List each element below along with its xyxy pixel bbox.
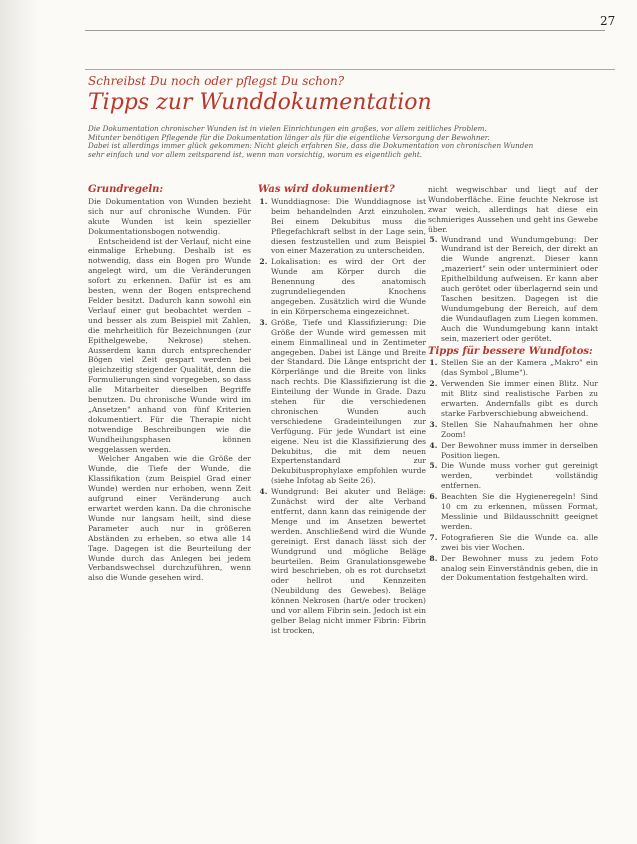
section-heading-grundregeln: Grundregeln:: [88, 184, 164, 195]
article-title: Tipps zur Wunddokumentation: [88, 90, 432, 115]
list-item: 7. Fotografieren Sie die Wunde ca. alle zwei bis vier Wochen.: [440, 533, 598, 553]
column-wundfotos: [428, 185, 598, 584]
intro-line: sehr einfach und vor allem zeitsparend ist, wenn man vorsichtig, worum es eigentlich geht.: [88, 149, 423, 159]
list-item: 3. Größe, Tiefe und Klassifizierung: Die Größe der Wunde wird gemessen mit einem Einmallineal und in Zentimeter angegeben. Dabei ist Länge und Breite der Standard. Die Länge entspricht der Körperlänge und die Breite von links nach rechts. Die Klassifizierung ist die Einteilung der Wunde in Grade. Dazu stehen für die verschiedenen chronischen Wunden auch verschiedene Gradeinteilungen zur Verfügung. Für jede Wundart ist eine eigene. Neu ist die Klassifizierung des Dekubitus, die mit dem neuen Expertenstandard zur Dekubitusprophylaxe empfohlen wurde (siehe Infotag ab Seite 26).: [270, 318, 426, 486]
photo-tips-list: [428, 358, 598, 583]
list-item: 4. Der Bewohner muss immer in derselben Position liegen.: [440, 441, 598, 461]
paragraph: Welcher Angaben wie die Größe der Wunde, die Tiefe der Wunde, die Klassifikation (zum Beispiel Grad einer Wunde) werden nur erhoben, wenn Zeit aufgrund einer Veränderung auch erwartet werden kann. Da die chronische Wunde nur langsam heilt, sind diese Parameter auch nur in größeren Abständen zu erheben, so etwa alle 14 Tage. Dagegen ist die Beurteilung der Wunde durch das Anlegen bei jedem Verbandswechsel durchzuführen, wenn also die Wunde gesehen wird.: [88, 454, 251, 583]
list-item: 2. Lokalisation: es wird der Ort der Wunde am Körper durch die Benennung des anatomisch zugrundeliegenden Knochens angegeben. Zusätzlich wird die Wunde in ein Körperschema eingezeichnet.: [270, 257, 426, 316]
list-item: 6. Beachten Sie die Hygieneregeln! Sind 10 cm zu erkennen, müssen Format, Messlinie und Bildausschnitt geeignet werden.: [440, 492, 598, 532]
list-item: 2. Verwenden Sie immer einen Blitz. Nur mit Blitz sind realistische Farben zu erwarten. Andernfalls gibt es durch starke Farbverschiebung abweichend.: [440, 379, 598, 419]
kicker: Schreibst Du noch oder pflegst Du schon?: [88, 74, 345, 88]
page-number: 27: [600, 14, 616, 28]
list-item: 4. Wundgrund: Bei akuter und Beläge: Zunächst wird der alte Verband entfernt, dann kann das reinigende der Menge und im Ansetzen bewertet werden. Anschließend wird die Wunde gereinigt. Erst danach lässt sich der Wundgrund und mögliche Beläge beurteilen. Beim Granulationsgewebe wird beschrieben, ob es rot durchsetzt oder hellrot und Kennzeiten (Neubildung des Gewebes). Beläge können Nekrosen (hart/e oder trocken) und vor allem Fibrin sein. Jedoch ist ein gelber Belag nicht immer Fibrin: Fibrin ist trocken,: [270, 487, 426, 636]
documentation-list: [258, 197, 426, 636]
list-item: 1. Stellen Sie an der Kamera „Makro" ein (das Symbol „Blume").: [440, 358, 598, 378]
intro-line: Dabei ist allerdings immer glück gekommen: Nicht gleich erfahren Sie, dass die Dokumentation von chronischen Wunden: [88, 141, 534, 151]
page-spine-shadow: [0, 0, 38, 844]
section-heading-wundfotos: Tipps für bessere Wundfotos:: [428, 345, 593, 357]
intro-text: [88, 125, 618, 159]
list-item: 3. Stellen Sie Nahaufnahmen her ohne Zoom!: [440, 420, 598, 440]
paragraph: Entscheidend ist der Verlauf, nicht eine einmalige Erhebung. Deshalb ist es notwendig, dass ein Bogen pro Wunde angelegt wird, um die Veränderungen sofort zu erkennen. Dafür ist es am besten, wenn der Bogen entsprechend Felder besitzt. Dadurch kann sowohl ein Verlauf einer gut beobachtet werden – und besser als zum Beispiel mit Zahlen, die mehrheitlich für Bezeichnungen (zur Epithelgewebe, Nekrose) stehen. Ausserdem kann durch entsprechender Bögen viel Zeit gespart werden bei gleichzeitig steigender Qualität, denn die Formulierungen sind vorgegeben, so dass alle Mitarbeiter dieselben Begriffe benutzen. Du chronische Wunde wird im „Ansetzen" anhand von fünf Kriterien dokumentiert. Für die Therapie nicht notwendige Beschreibungen wie die Wundheilungsphasen können weggelassen werden.: [88, 236, 251, 454]
paragraph-continuation: nicht wegwischbar und liegt auf der Wundoberfläche. Eine feuchte Nekrose ist zwar weich, allerdings hat diese ein schmieriges Aussehen und geht ins Gewebe über.: [428, 185, 598, 234]
paragraph: Die Dokumentation von Wunden bezieht sich nur auf chronische Wunden. Für akute Wunden ist kein spezieller Dokumentationsbogen notwendig.: [88, 196, 251, 236]
column-was-wird-dokumentiert: [258, 185, 426, 637]
section-heading-dokumentiert: Was wird dokumentiert?: [258, 184, 395, 195]
column-grundregeln: [88, 185, 251, 583]
intro-line: Mitunter benötigen Pflegende für die Dokumentation länger als für die eigentliche Versorgung der Bewohner.: [88, 132, 490, 142]
top-rule: [85, 30, 605, 31]
list-item: 5. Die Wunde muss vorher gut gereinigt werden, verbindet vollständig entfernen.: [440, 461, 598, 491]
intro-line: Die Dokumentation chronischer Wunden ist in vielen Einrichtungen ein großes, vor allem zeitliches Problem.: [88, 124, 487, 133]
header-rule: [85, 69, 615, 70]
list-item: 1. Wunddiagnose: Die Wunddiagnose ist beim behandelnden Arzt einzuholen. Bei einem Dekubitus muss die Pflegefachkraft selbst in der Lage sein, diesen festzustellen und zum Beispiel von einer Mazeration zu unterscheiden.: [270, 197, 426, 256]
list-item: 5. Wundrand und Wundumgebung: Der Wundrand ist der Bereich, der direkt an die Wunde angrenzt. Dieser kann „mazeriert" sein oder unterminiert oder Epithelbildung aufweisen. Er kann aber auch gerötet oder überlagernd sein und Taschen besitzen. Dagegen ist die Wundumgebung der Bereich, auf dem die Wundauflagen zum Liegen kommen. Auch die Wundumgebung kann intakt sein, mazeriert oder gerötet.: [440, 235, 598, 344]
documentation-list-continued: [428, 235, 598, 344]
list-item: 8. Der Bewohner muss zu jedem Foto analog sein Einverständnis geben, die in der Dokumentation festgehalten wird.: [440, 554, 598, 584]
